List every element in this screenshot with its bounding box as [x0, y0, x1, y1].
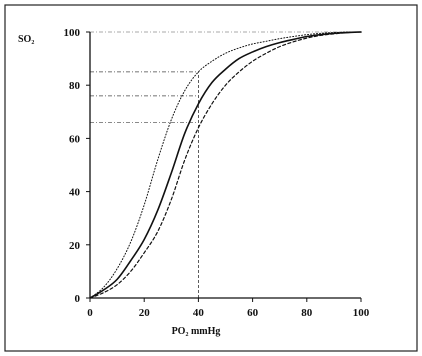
x-tick-label: 100 [352, 307, 370, 319]
y-tick-label: 40 [69, 186, 80, 199]
y-tick-label: 100 [63, 27, 80, 39]
y-tick-label: 20 [69, 239, 80, 252]
y-tick-label: 60 [69, 133, 80, 146]
y-tick-label: 80 [69, 80, 80, 93]
y-tick-label: 0 [74, 293, 80, 305]
x-tick-label: 60 [247, 307, 259, 319]
x-axis-label: PO₂ mmHg [171, 326, 221, 337]
x-tick-label: 0 [87, 307, 93, 319]
x-tick-label: 40 [192, 307, 204, 319]
x-tick-label: 20 [138, 307, 150, 319]
x-tick-label: 80 [301, 307, 313, 319]
y-axis-label: SO₂ [18, 34, 35, 45]
outer-frame [5, 5, 417, 351]
